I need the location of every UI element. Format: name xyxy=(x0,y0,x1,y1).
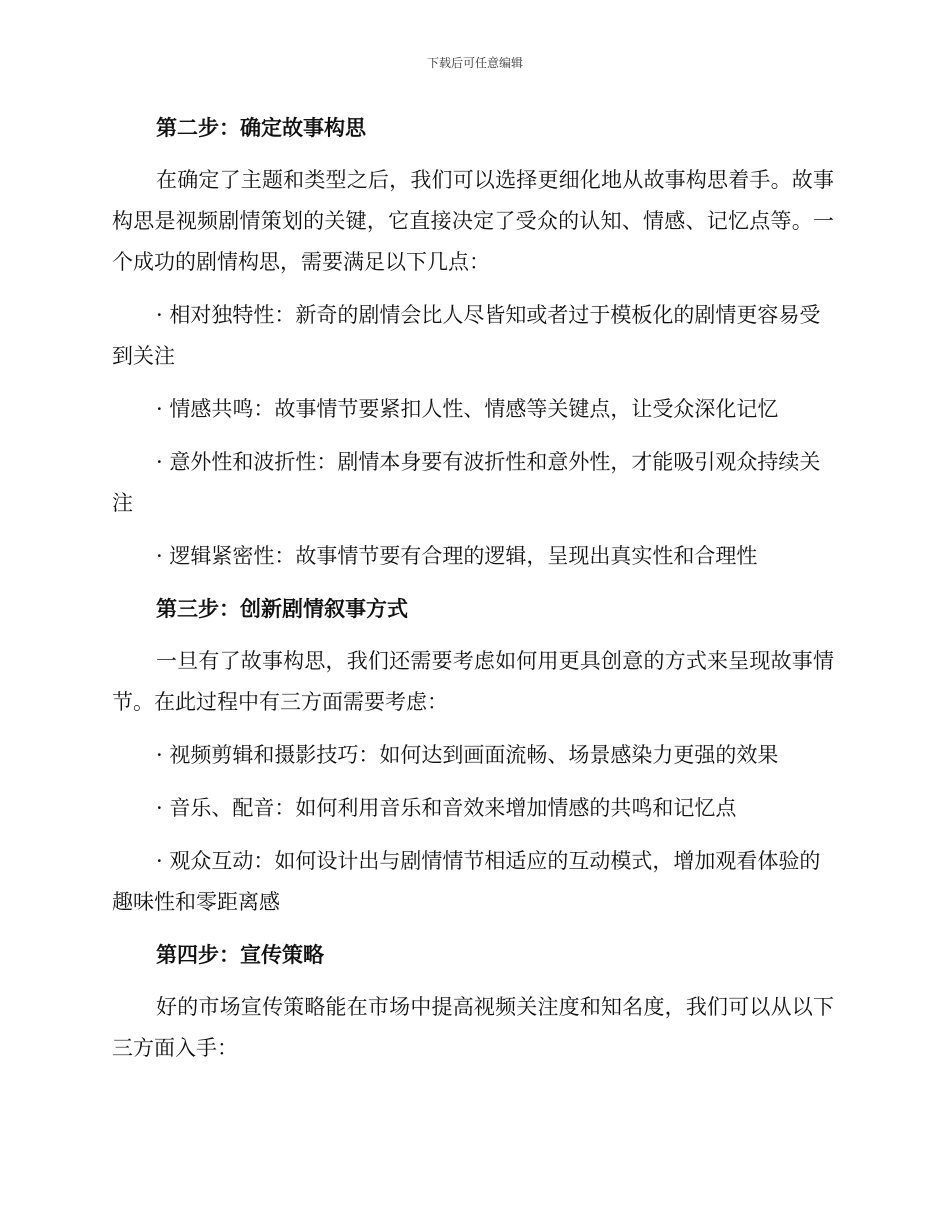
paragraph-step2-intro: 在确定了主题和类型之后，我们可以选择更细化地从故事构思着手。故事构思是视频剧情策划的关键，它直接决定了受众的认知、情感、记忆点等。一个成功的剧情构思，需要满足以下几点： xyxy=(112,168,834,274)
section-heading-step4: 第四步：宣传策略 xyxy=(156,943,324,967)
paragraph-step4-intro: 好的市场宣传策略能在市场中提高视频关注度和知名度，我们可以从以下三方面入手： xyxy=(112,995,834,1060)
bullet-item: · 相对独特性：新奇的剧情会比人尽皆知或者过于模板化的剧情更容易受到关注 xyxy=(112,303,821,368)
bullet-item: · 视频剪辑和摄影技巧：如何达到画面流畅、场景感染力更强的效果 xyxy=(156,743,779,767)
section-heading-step2: 第二步：确定故事构思 xyxy=(156,116,366,140)
section-heading-step3: 第三步：创新剧情叙事方式 xyxy=(156,597,408,621)
bullet-item: · 逻辑紧密性：故事情节要有合理的逻辑，呈现出真实性和合理性 xyxy=(156,544,758,568)
bullet-item: · 情感共鸣：故事情节要紧扣人性、情感等关键点，让受众深化记忆 xyxy=(156,397,779,421)
bullet-item: · 观众互动：如何设计出与剧情情节相适应的互动模式，增加观看体验的趣味性和零距离感 xyxy=(112,849,821,914)
bullet-item: · 意外性和波折性：剧情本身要有波折性和意外性，才能吸引观众持续关注 xyxy=(112,450,821,515)
paragraph-step3-intro: 一旦有了故事构思，我们还需要考虑如何用更具创意的方式来呈现故事情节。在此过程中有三方面需要考虑： xyxy=(112,649,834,714)
page-header: 下载后可任意编辑 xyxy=(426,56,523,70)
bullet-item: · 音乐、配音：如何利用音乐和音效来增加情感的共鸣和记忆点 xyxy=(156,796,737,820)
document-body xyxy=(112,108,834,1081)
